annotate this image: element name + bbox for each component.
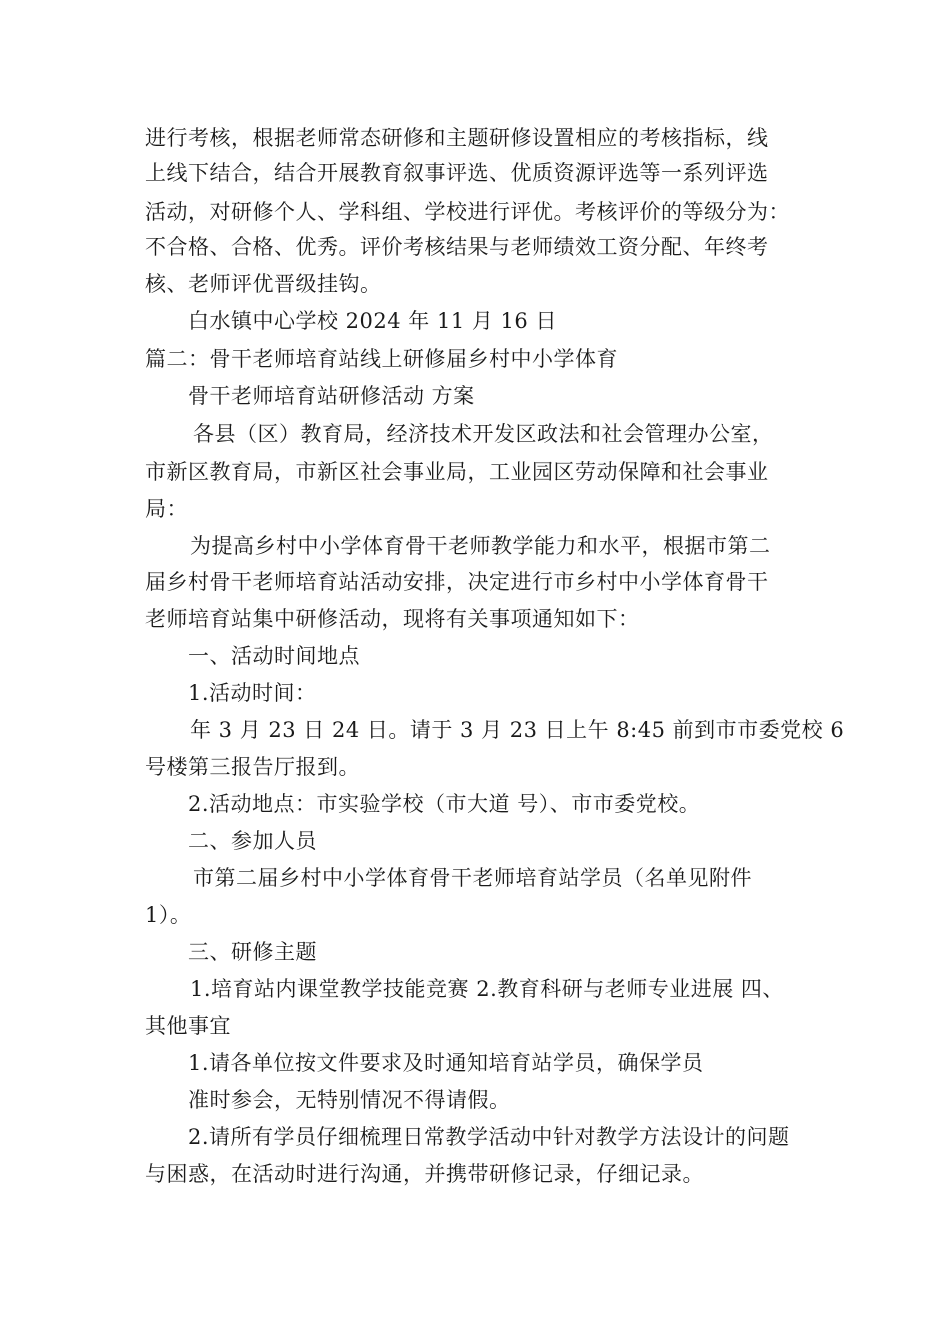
paragraph-line: 市新区教育局，市新区社会事业局，工业园区劳动保障和社会事业 <box>145 460 769 484</box>
paragraph-line: 局： <box>145 497 188 521</box>
paragraph-line: 不合格、合格、优秀。评价考核结果与老师绩效工资分配、年终考 <box>145 235 769 259</box>
paragraph-line: 年 3 月 23 日 24 日。请于 3 月 23 日上午 8:45 前到市市委党校 6 <box>190 718 845 742</box>
section-heading: 一、活动时间地点 <box>188 644 360 668</box>
paragraph-line: 号楼第三报告厅报到。 <box>145 755 360 779</box>
section-heading: 篇二：骨干老师培育站线上研修届乡村中小学体育 <box>145 347 618 371</box>
signature-date: 白水镇中心学校 2024 年 11 月 16 日 <box>188 309 557 333</box>
section-heading: 二、参加人员 <box>188 829 317 853</box>
paragraph-line: 老师培育站集中研修活动，现将有关事项通知如下： <box>145 607 640 631</box>
paragraph-line: 2.请所有学员仔细梳理日常教学活动中针对教学方法设计的问题 <box>188 1125 790 1149</box>
paragraph-line: 活动，对研修个人、学科组、学校进行评优。考核评价的等级分为： <box>145 200 790 224</box>
paragraph-line: 1.活动时间： <box>188 681 317 705</box>
paragraph-line: 与困惑，在活动时进行沟通，并携带研修记录，仔细记录。 <box>145 1162 704 1186</box>
paragraph-line: 2.活动地点：市实验学校（市大道 号）、市市委党校。 <box>188 792 701 816</box>
paragraph-line: 各县（区）教育局，经济技术开发区政法和社会管理办公室， <box>193 422 774 446</box>
paragraph-line: 准时参会，无特别情况不得请假。 <box>188 1088 511 1112</box>
paragraph-line: 上线下结合，结合开展教育叙事评选、优质资源评选等一系列评选 <box>145 161 769 185</box>
section-heading: 三、研修主题 <box>188 940 317 964</box>
paragraph-line: 为提高乡村中小学体育骨干老师教学能力和水平，根据市第二 <box>190 534 771 558</box>
paragraph-line: 1）。 <box>145 903 192 927</box>
paragraph-line: 核、老师评优晋级挂钩。 <box>145 272 382 296</box>
paragraph-line: 市第二届乡村中小学体育骨干老师培育站学员（名单见附件 <box>193 866 752 890</box>
paragraph-line: 届乡村骨干老师培育站活动安排，决定进行市乡村中小学体育骨干 <box>145 570 769 594</box>
paragraph-line: 1.培育站内课堂教学技能竞赛 2.教育科研与老师专业进展 四、 <box>190 977 784 1001</box>
section-heading: 其他事宜 <box>145 1014 231 1038</box>
document-title: 骨干老师培育站研修活动 方案 <box>188 384 475 408</box>
paragraph-line: 进行考核，根据老师常态研修和主题研修设置相应的考核指标，线 <box>145 126 769 150</box>
paragraph-line: 1.请各单位按文件要求及时通知培育站学员，确保学员 <box>188 1051 704 1075</box>
